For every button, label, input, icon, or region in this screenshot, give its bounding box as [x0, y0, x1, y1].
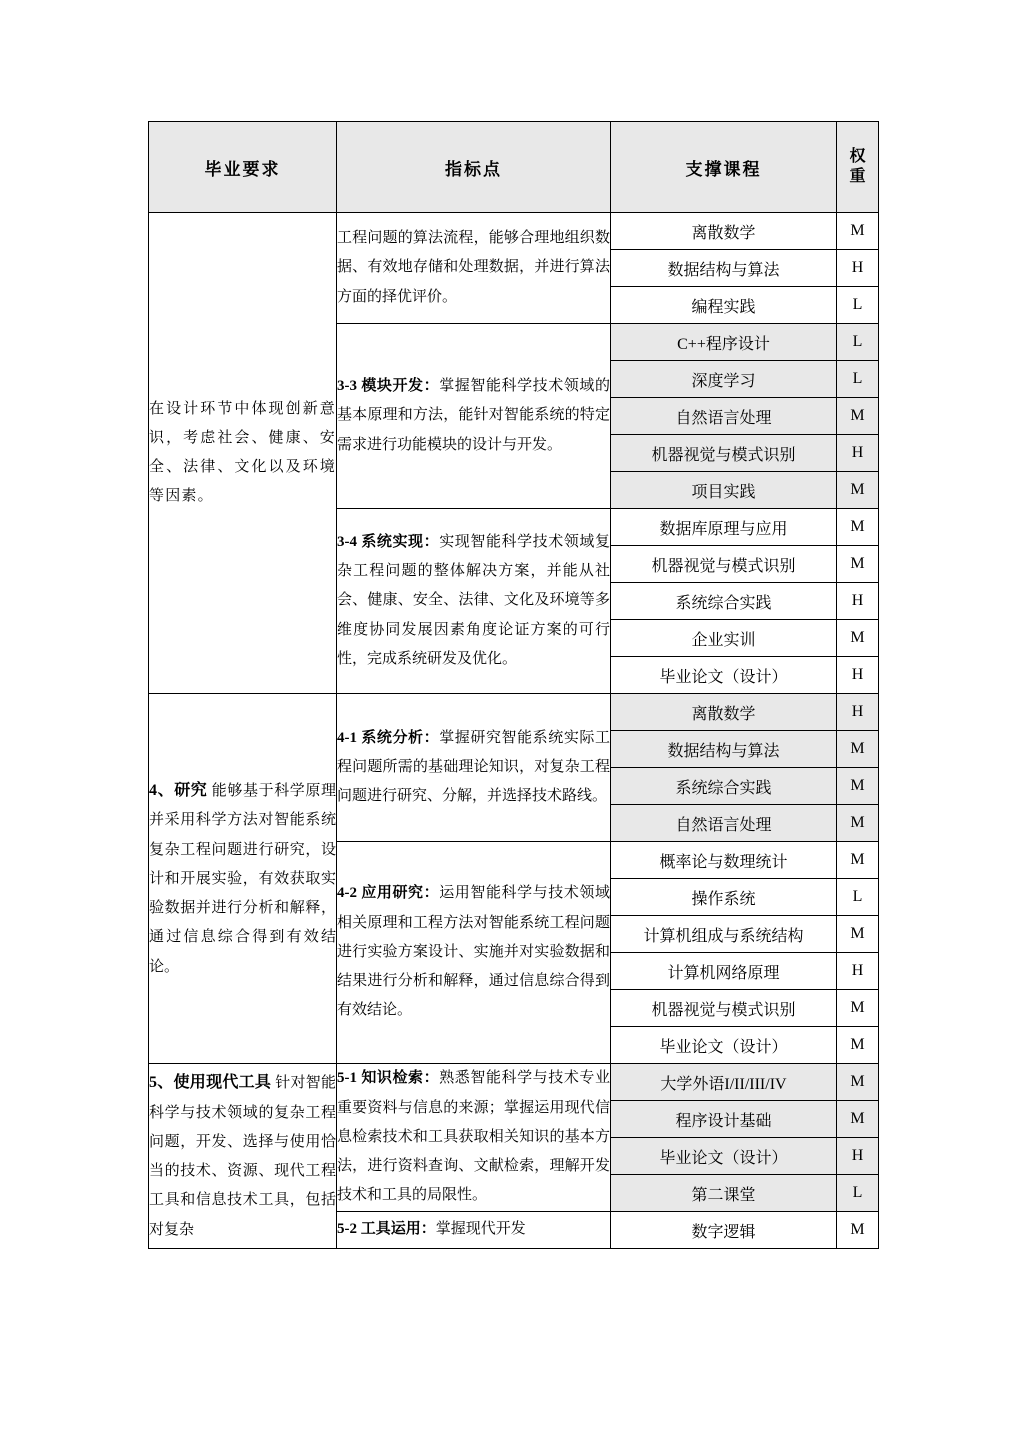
weight-cell: M — [837, 916, 879, 953]
weight-cell: L — [837, 324, 879, 361]
course-cell: 数据结构与算法 — [611, 250, 837, 287]
weight-cell: M — [837, 509, 879, 546]
weight-cell: L — [837, 879, 879, 916]
table-row — [149, 213, 879, 250]
course-cell: 机器视觉与模式识别 — [611, 435, 837, 472]
weight-cell: M — [837, 1101, 879, 1138]
indicator-text: 实现智能科学技术领域复杂工程问题的整体解决方案，并能从社会、健康、安全、法律、文化及环境等多维度协同发展因素角度论证方案的可行性，完成系统研发及优化。 — [337, 533, 610, 667]
table-header — [149, 122, 879, 213]
indicator-text: 运用智能科学与技术领域相关原理和工程方法对智能系统工程问题进行实验方案设计、实施并对实验数据和结果进行分析和解释，通过信息综合得到有效结论。 — [337, 885, 610, 1019]
weight-cell: M — [837, 620, 879, 657]
weight-cell: H — [837, 250, 879, 287]
indicator-cell-1-3 — [337, 509, 611, 694]
course-cell: 数据结构与算法 — [611, 731, 837, 768]
requirement-cell-2 — [149, 694, 337, 1064]
course-cell: 自然语言处理 — [611, 805, 837, 842]
indicator-cell-1-2 — [337, 324, 611, 509]
weight-cell: H — [837, 694, 879, 731]
table-row — [149, 1064, 879, 1101]
column-header-weight: 权 重 — [837, 122, 879, 213]
course-cell: 系统综合实践 — [611, 768, 837, 805]
indicator-text: 掌握现代开发 — [435, 1221, 526, 1238]
weight-cell: M — [837, 805, 879, 842]
indicator-text: 工程问题的算法流程，能够合理地组织数据、有效地存储和处理数据，并进行算法方面的择优评价。 — [337, 230, 610, 305]
course-cell: 毕业论文（设计） — [611, 1138, 837, 1175]
course-cell: 机器视觉与模式识别 — [611, 990, 837, 1027]
course-cell: 毕业论文（设计） — [611, 1027, 837, 1064]
indicator-label: 5-2 工具运用： — [337, 1221, 436, 1238]
course-cell: 系统综合实践 — [611, 583, 837, 620]
requirement-title: 5、使用现代工具 — [149, 1074, 272, 1092]
indicator-text: 掌握研究智能系统实际工程问题所需的基础理论知识，对复杂工程问题进行研究、分解，并选择技术路线。 — [337, 729, 610, 805]
indicator-cell-2-2 — [337, 842, 611, 1064]
weight-cell: H — [837, 435, 879, 472]
course-cell: 离散数学 — [611, 694, 837, 731]
course-cell: 毕业论文（设计） — [611, 657, 837, 694]
course-cell: 程序设计基础 — [611, 1101, 837, 1138]
weight-cell: L — [837, 1175, 879, 1212]
column-header-requirement: 毕业要求 — [149, 122, 337, 213]
weight-cell: M — [837, 213, 879, 250]
requirement-text: 在设计环节中体现创新意识，考虑社会、健康、安全、法律、文化以及环境等因素。 — [149, 400, 336, 505]
indicator-label: 4-2 应用研究： — [337, 885, 440, 902]
requirement-cell-1 — [149, 213, 337, 694]
course-cell: 计算机组成与系统结构 — [611, 916, 837, 953]
course-cell: 第二课堂 — [611, 1175, 837, 1212]
course-cell: 计算机网络原理 — [611, 953, 837, 990]
requirement-text: 能够基于科学原理并采用科学方法对智能系统复杂工程问题进行研究，设计和开展实验，有效获取实验数据并进行分析和解释，通过信息综合得到有效结论。 — [149, 783, 336, 975]
weight-cell: M — [837, 1027, 879, 1064]
weight-cell: M — [837, 546, 879, 583]
indicator-label: 3-3 模块开发： — [337, 378, 440, 395]
weight-cell: M — [837, 472, 879, 509]
requirement-title: 4、研究 — [149, 782, 208, 800]
indicator-cell-3-2 — [337, 1212, 611, 1249]
course-cell: 数字逻辑 — [611, 1212, 837, 1249]
indicator-label: 5-1 知识检索： — [337, 1070, 440, 1087]
weight-cell: M — [837, 842, 879, 879]
course-cell: 大学外语I/II/III/IV — [611, 1064, 837, 1101]
indicator-text: 熟悉智能科学与技术专业重要资料与信息的来源；掌握运用现代信息检索技术和工具获取相关知识的基本方法，进行资料查询、文献检索，理解开发技术和工具的局限性。 — [337, 1070, 610, 1204]
indicator-label: 4-1 系统分析： — [337, 729, 440, 746]
indicator-cell-1-1 — [337, 213, 611, 324]
course-cell: 机器视觉与模式识别 — [611, 546, 837, 583]
weight-cell: M — [837, 1212, 879, 1249]
indicator-cell-3-1 — [337, 1064, 611, 1212]
graduation-requirements-table — [148, 121, 879, 1249]
indicator-label: 3-4 系统实现： — [337, 533, 440, 550]
weight-cell: M — [837, 1064, 879, 1101]
course-cell: 操作系统 — [611, 879, 837, 916]
indicator-text: 掌握智能科学技术领域的基本原理和方法，能针对智能系统的特定需求进行功能模块的设计与开发。 — [337, 378, 610, 453]
table-header-row — [149, 122, 879, 213]
column-header-indicator: 指标点 — [337, 122, 611, 213]
weight-cell: H — [837, 1138, 879, 1175]
course-cell: 深度学习 — [611, 361, 837, 398]
weight-cell: H — [837, 657, 879, 694]
course-cell: C++程序设计 — [611, 324, 837, 361]
course-cell: 企业实训 — [611, 620, 837, 657]
requirement-cell-3 — [149, 1064, 337, 1249]
weight-cell: H — [837, 953, 879, 990]
weight-cell: M — [837, 768, 879, 805]
course-cell: 项目实践 — [611, 472, 837, 509]
weight-cell: M — [837, 990, 879, 1027]
weight-cell: M — [837, 398, 879, 435]
course-cell: 数据库原理与应用 — [611, 509, 837, 546]
table-body — [149, 213, 879, 1249]
course-cell: 离散数学 — [611, 213, 837, 250]
column-header-course: 支撑课程 — [611, 122, 837, 213]
weight-cell: M — [837, 731, 879, 768]
course-cell: 编程实践 — [611, 287, 837, 324]
table-row — [149, 694, 879, 731]
indicator-cell-2-1 — [337, 694, 611, 842]
requirement-text: 针对智能科学与技术领域的复杂工程问题，开发、选择与使用恰当的技术、资源、现代工程工具和信息技术工具，包括对复杂 — [149, 1075, 336, 1238]
course-cell: 自然语言处理 — [611, 398, 837, 435]
weight-cell: L — [837, 287, 879, 324]
weight-cell: H — [837, 583, 879, 620]
course-cell: 概率论与数理统计 — [611, 842, 837, 879]
weight-cell: L — [837, 361, 879, 398]
